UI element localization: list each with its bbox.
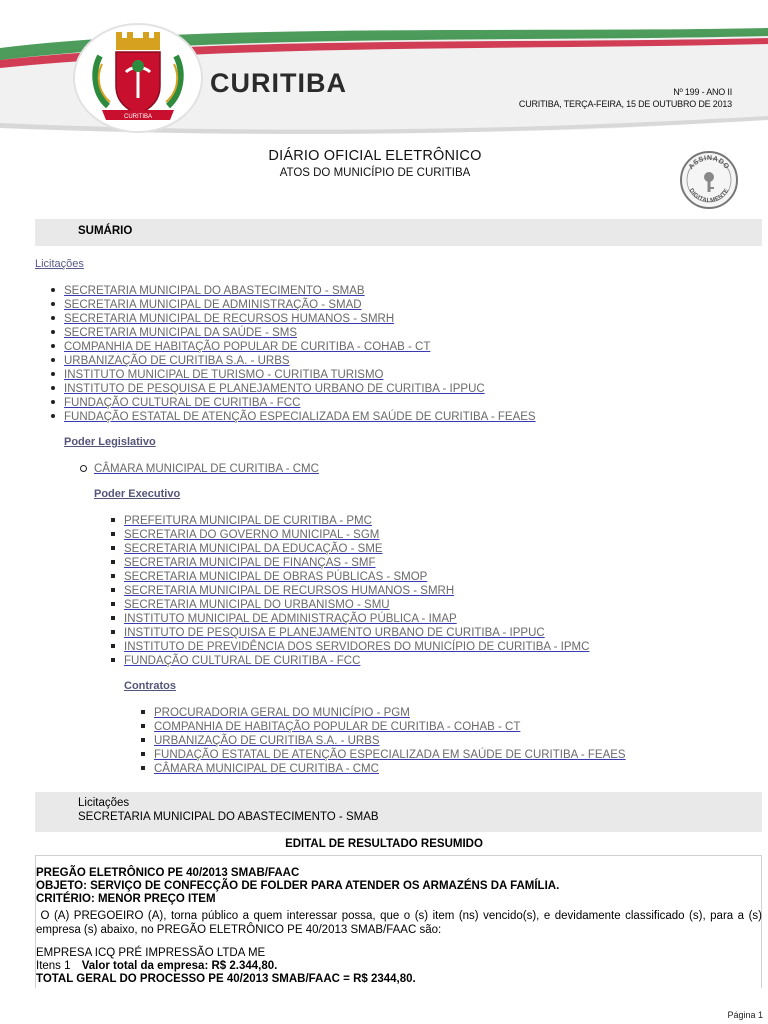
- toc-item-sms: SECRETARIA MUNICIPAL DA SAÚDE - SMS: [64, 325, 536, 339]
- svg-text:CURITIBA: CURITIBA: [123, 114, 153, 120]
- svg-text:DIGITALMENTE: DIGITALMENTE: [687, 187, 731, 205]
- summary-heading: SUMÁRIO: [78, 225, 133, 237]
- toc-item-fcc-exec: FUNDAÇÃO CULTURAL DE CURITIBA - FCC: [124, 653, 589, 667]
- total-geral-line: TOTAL GERAL DO PROCESSO PE 40/2013 SMAB/FAAC = R$ 2344,80.: [36, 973, 416, 985]
- toc-item-smrh-exec: SECRETARIA MUNICIPAL DE RECURSOS HUMANOS - SMRH: [124, 583, 589, 597]
- toc-item-pgm: PROCURADORIA GERAL DO MUNICÍPIO - PGM: [154, 705, 626, 719]
- summary-heading-bar: [35, 219, 762, 246]
- toc-item-sgm: SECRETARIA DO GOVERNO MUNICIPAL - SGM: [124, 527, 589, 541]
- document-subtitle: ATOS DO MUNICÍPIO DE CURITIBA: [279, 167, 471, 179]
- executivo-list: [124, 513, 589, 667]
- toc-item-smab: SECRETARIA MUNICIPAL DO ABASTECIMENTO - SMAB: [64, 283, 536, 297]
- toc-item-pmc: PREFEITURA MUNICIPAL DE CURITIBA - PMC: [124, 513, 589, 527]
- toc-item-smrh: SECRETARIA MUNICIPAL DE RECURSOS HUMANOS - SMRH: [64, 311, 536, 325]
- executivo-group-link[interactable]: Poder Executivo: [94, 488, 181, 500]
- city-brand-name: CURITIBA: [210, 68, 347, 98]
- digitally-signed-seal-icon: [679, 150, 739, 210]
- document-title: DIÁRIO OFICIAL ELETRÔNICO: [268, 148, 482, 164]
- page-header: [0, 0, 768, 140]
- licitacoes-group-link[interactable]: Licitações: [35, 258, 84, 270]
- toc-item-turismo: INSTITUTO MUNICIPAL DE TURISMO - CURITIBA TURISMO: [64, 367, 536, 381]
- criterio-line: CRITÉRIO: MENOR PREÇO ITEM: [36, 893, 216, 905]
- contratos-group-link[interactable]: Contratos: [124, 680, 176, 692]
- content-section-bar: [35, 792, 762, 832]
- announcement-paragraph: O (A) PREGOEIRO (A), torna público a quem interessar possa, que o (s) item (ns) vencido(s), e devidamente classificado (s), para a (s) empresa (s) abaixo, no PREGÃO ELETRÔNICO PE 40/2013 SMAB/FAAC são:: [36, 910, 762, 936]
- legislativo-group-link[interactable]: Poder Legislativo: [64, 436, 156, 448]
- document-title-block: [0, 148, 750, 179]
- toc-item-ippuc: INSTITUTO DE PESQUISA E PLANEJAMENTO URBANO DE CURITIBA - IPPUC: [64, 381, 536, 395]
- toc-item-urbs-contratos: URBANIZAÇÃO DE CURITIBA S.A. - URBS: [154, 733, 626, 747]
- toc-item-ipmc: INSTITUTO DE PREVIDÊNCIA DOS SERVIDORES DO MUNICÍPIO DE CURITIBA - IPMC: [124, 641, 590, 653]
- toc-item-smu: SECRETARIA MUNICIPAL DO URBANISMO - SMU: [124, 597, 589, 611]
- toc-item-feaes: FUNDAÇÃO ESTATAL DE ATENÇÃO ESPECIALIZADA EM SAÚDE DE CURITIBA - FEAES: [64, 411, 536, 423]
- toc-item-cohab-contratos: COMPANHIA DE HABITAÇÃO POPULAR DE CURITIBA - COHAB - CT: [154, 719, 626, 733]
- valor-empresa: Valor total da empresa: R$ 2.344,80.: [81, 960, 278, 972]
- toc-item-urbs: URBANIZAÇÃO DE CURITIBA S.A. - URBS: [64, 353, 536, 367]
- toc-item-cohab: COMPANHIA DE HABITAÇÃO POPULAR DE CURITIBA - COHAB - CT: [64, 339, 536, 353]
- itens-line: [36, 960, 277, 972]
- content-section-label: Licitações: [78, 797, 130, 809]
- toc-item-feaes-contratos: FUNDAÇÃO ESTATAL DE ATENÇÃO ESPECIALIZADA EM SAÚDE DE CURITIBA - FEAES: [154, 749, 626, 761]
- toc-item-fcc: FUNDAÇÃO CULTURAL DE CURITIBA - FCC: [64, 395, 536, 409]
- toc-item-smf: SECRETARIA MUNICIPAL DE FINANÇAS - SMF: [124, 555, 589, 569]
- toc-item-imap: INSTITUTO MUNICIPAL DE ADMINISTRAÇÃO PÚBLICA - IMAP: [124, 611, 589, 625]
- toc-item-ippuc-exec: INSTITUTO DE PESQUISA E PLANEJAMENTO URBANO DE CURITIBA - IPPUC: [124, 625, 589, 639]
- page-number: Página 1: [727, 1010, 763, 1020]
- issue-date: CURITIBA, TERÇA-FEIRA, 15 DE OUTUBRO DE 2013: [518, 99, 732, 109]
- objeto-line: OBJETO: SERVIÇO DE CONFECÇÃO DE FOLDER PARA ATENDER OS ARMAZÉNS DA FAMÍLIA.: [36, 880, 560, 892]
- toc-item-cmc: CÂMARA MUNICIPAL DE CURITIBA - CMC: [94, 463, 319, 475]
- toc-item-smop: SECRETARIA MUNICIPAL DE OBRAS PÚBLICAS - SMOP: [124, 569, 589, 583]
- contratos-list: [154, 705, 626, 775]
- empresa-line: EMPRESA ICQ PRÉ IMPRESSÃO LTDA ME: [36, 947, 266, 959]
- issue-number: Nº 199 - ANO II: [673, 87, 732, 97]
- itens-label: Itens 1: [36, 960, 71, 972]
- toc-item-cmc-contratos: CÂMARA MUNICIPAL DE CURITIBA - CMC: [154, 761, 626, 775]
- edital-title: EDITAL DE RESULTADO RESUMIDO: [285, 838, 483, 850]
- pregao-line: PREGÃO ELETRÔNICO PE 40/2013 SMAB/FAAC: [36, 867, 300, 879]
- licitacoes-list: [64, 283, 536, 423]
- legislativo-list: [94, 461, 319, 475]
- content-department: SECRETARIA MUNICIPAL DO ABASTECIMENTO - SMAB: [78, 811, 379, 823]
- toc-item-sme: SECRETARIA MUNICIPAL DA EDUCAÇÃO - SME: [124, 541, 589, 555]
- issue-info: [519, 86, 732, 110]
- toc-item-smad: SECRETARIA MUNICIPAL DE ADMINISTRAÇÃO - SMAD: [64, 297, 536, 311]
- city-coat-of-arms-icon: [62, 16, 214, 134]
- svg-text:ASSINADO: ASSINADO: [687, 154, 731, 171]
